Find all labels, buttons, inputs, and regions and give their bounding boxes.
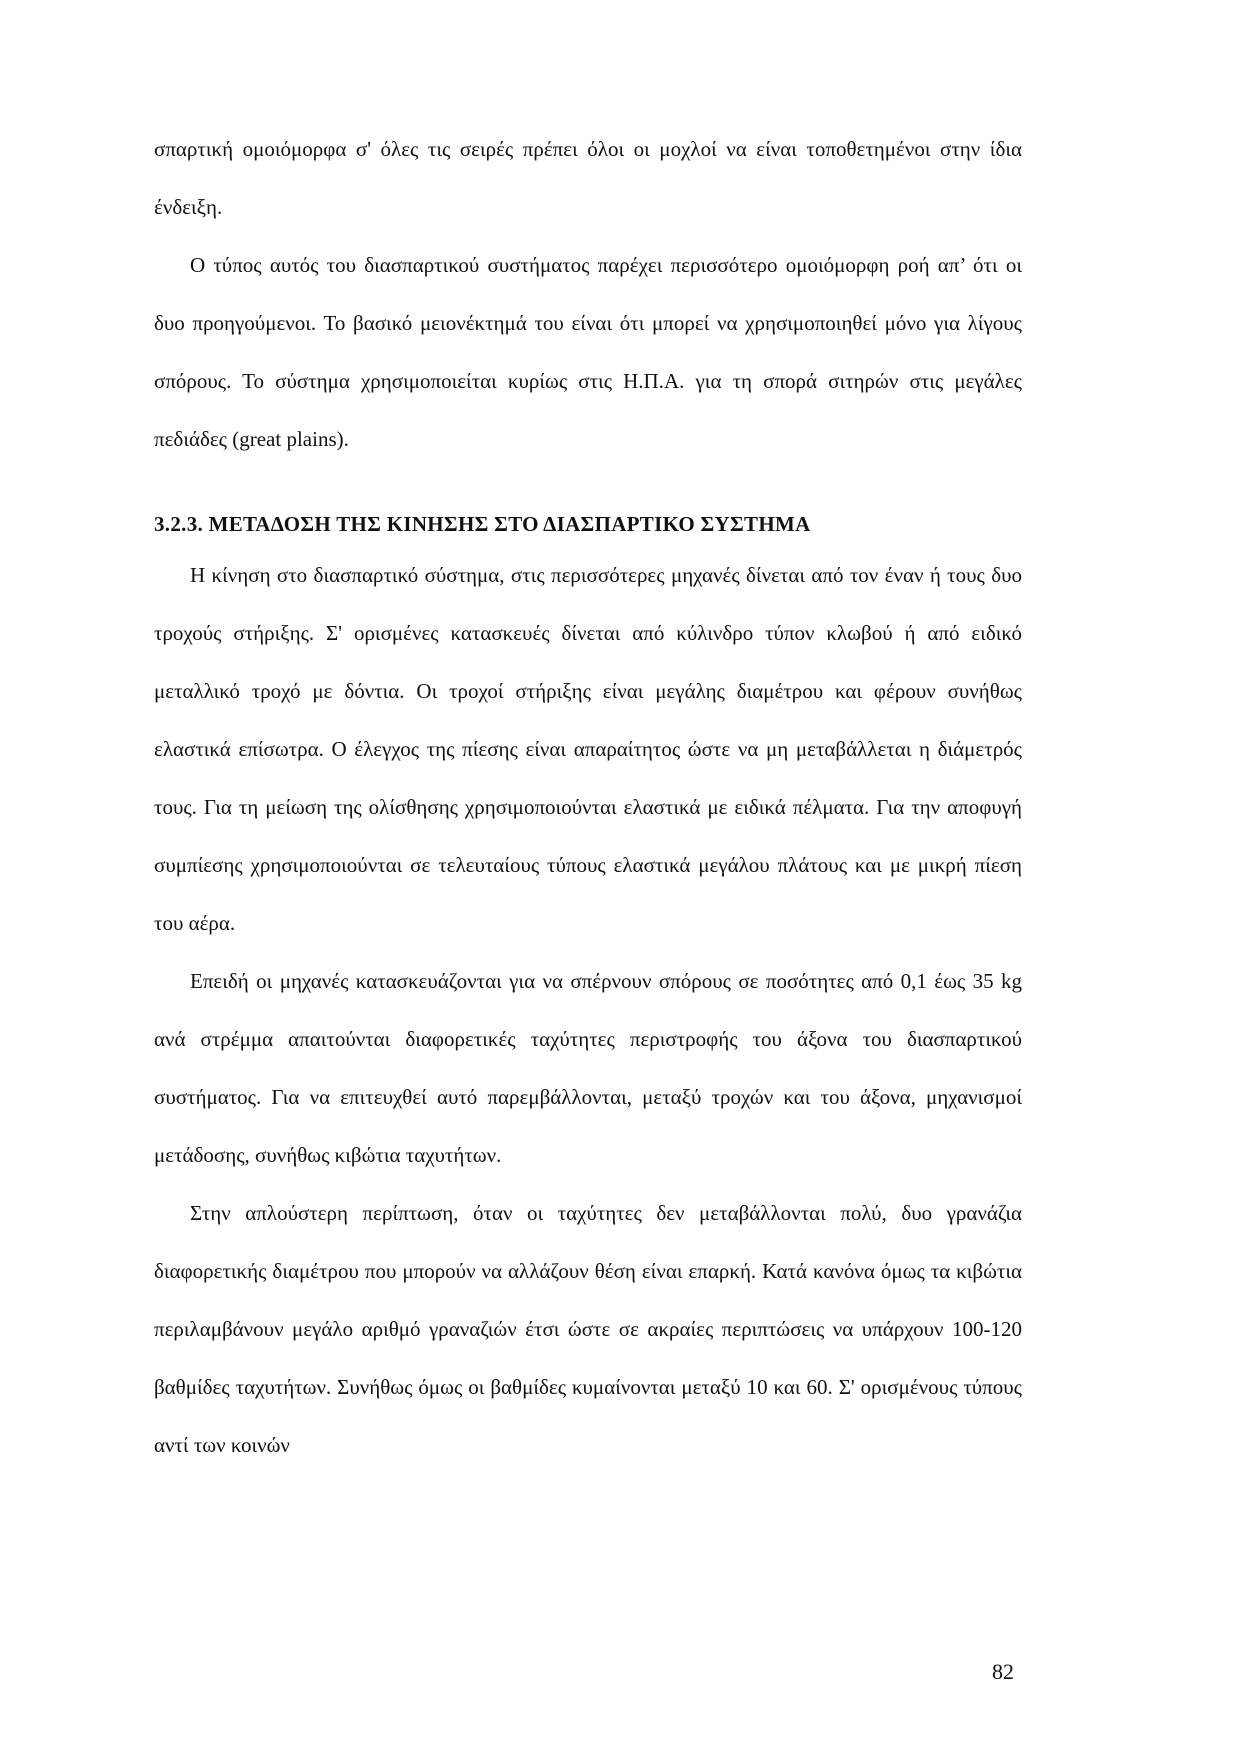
section-heading: 3.2.3. ΜΕΤΑΔΟΣΗ ΤΗΣ ΚΙΝΗΣΗΣ ΣΤΟ ΔΙΑΣΠΑΡΤΙΚΟ ΣΥΣΤΗΜΑ — [154, 512, 811, 536]
page-number: 82 — [992, 1659, 1014, 1684]
paragraph-continuation: σπαρτική ομοιόμορφα σ' όλες τις σειρές πρέπει όλοι οι μοχλοί να είναι τοποθετημένοι στην ίδια ένδειξη. — [154, 137, 1022, 219]
paragraph-speed-variation: Επειδή οι μηχανές κατασκευάζονται για να σπέρνουν σπόρους σε ποσότητες από 0,1 έως 35 kg ανά στρέμμα απαιτούνται διαφορετικές ταχύτητες περιστροφής του άξονα του διασπαρτικού συστήματος. Για να επιτευχθεί αυτό παρεμβάλλονται, μεταξύ τροχών και του άξονα, μηχανισμοί μετάδοσης, συνήθως κιβώτια ταχυτήτων. — [154, 969, 1022, 1167]
paragraph-motion-transmission: Η κίνηση στο διασπαρτικό σύστημα, στις περισσότερες μηχανές δίνεται από τον έναν ή τους δυο τροχούς στήριξης. Σ' ορισμένες κατασκευές δίνεται από κύλινδρο τύπον κλωβού ή από ειδικό μεταλλικό τροχό με δόντια. Οι τροχοί στήριξης είναι μεγάλης διαμέτρου και φέρουν συνήθως ελαστικά επίσωτρα. Ο έλεγχος της πίεσης είναι απαραίτητος ώστε να μη μεταβάλλεται η διάμετρός τους. Για τη μείωση της ολίσθησης χρησιμοποιούνται ελαστικά με ειδικά πέλματα. Για την αποφυγή συμπίεσης χρησιμοποιούνται σε τελευταίους τύπους ελαστικά μεγάλου πλάτους και με μικρή πίεση του αέρα. — [154, 563, 1022, 935]
paragraph-system-type: Ο τύπος αυτός του διασπαρτικού συστήματος παρέχει περισσότερο ομοιόμορφη ροή απ’ ότι οι δυο προηγούμενοι. Το βασικό μειονέκτημά του είναι ότι μπορεί να χρησιμοποιηθεί μόνο για λίγους σπόρους. Το σύστημα χρησιμοποιείται κυρίως στις Η.Π.Α. για τη σπορά σιτηρών στις μεγάλες πεδιάδες (great plains). — [154, 253, 1022, 451]
paragraph-gearboxes: Στην απλούστερη περίπτωση, όταν οι ταχύτητες δεν μεταβάλλονται πολύ, δυο γρανάζια διαφορετικής διαμέτρου που μπορούν να αλλάζουν θέση είναι επαρκή. Κατά κανόνα όμως τα κιβώτια περιλαμβάνουν μεγάλο αριθμό γραναζιών έτσι ώστε σε ακραίες περιπτώσεις να υπάρχουν 100-120 βαθμίδες ταχυτήτων. Συνήθως όμως οι βαθμίδες κυμαίνονται μεταξύ 10 και 60. Σ' ορισμένους τύπους αντί των κοινών — [154, 1201, 1022, 1457]
document-page — [154, 120, 1022, 1474]
